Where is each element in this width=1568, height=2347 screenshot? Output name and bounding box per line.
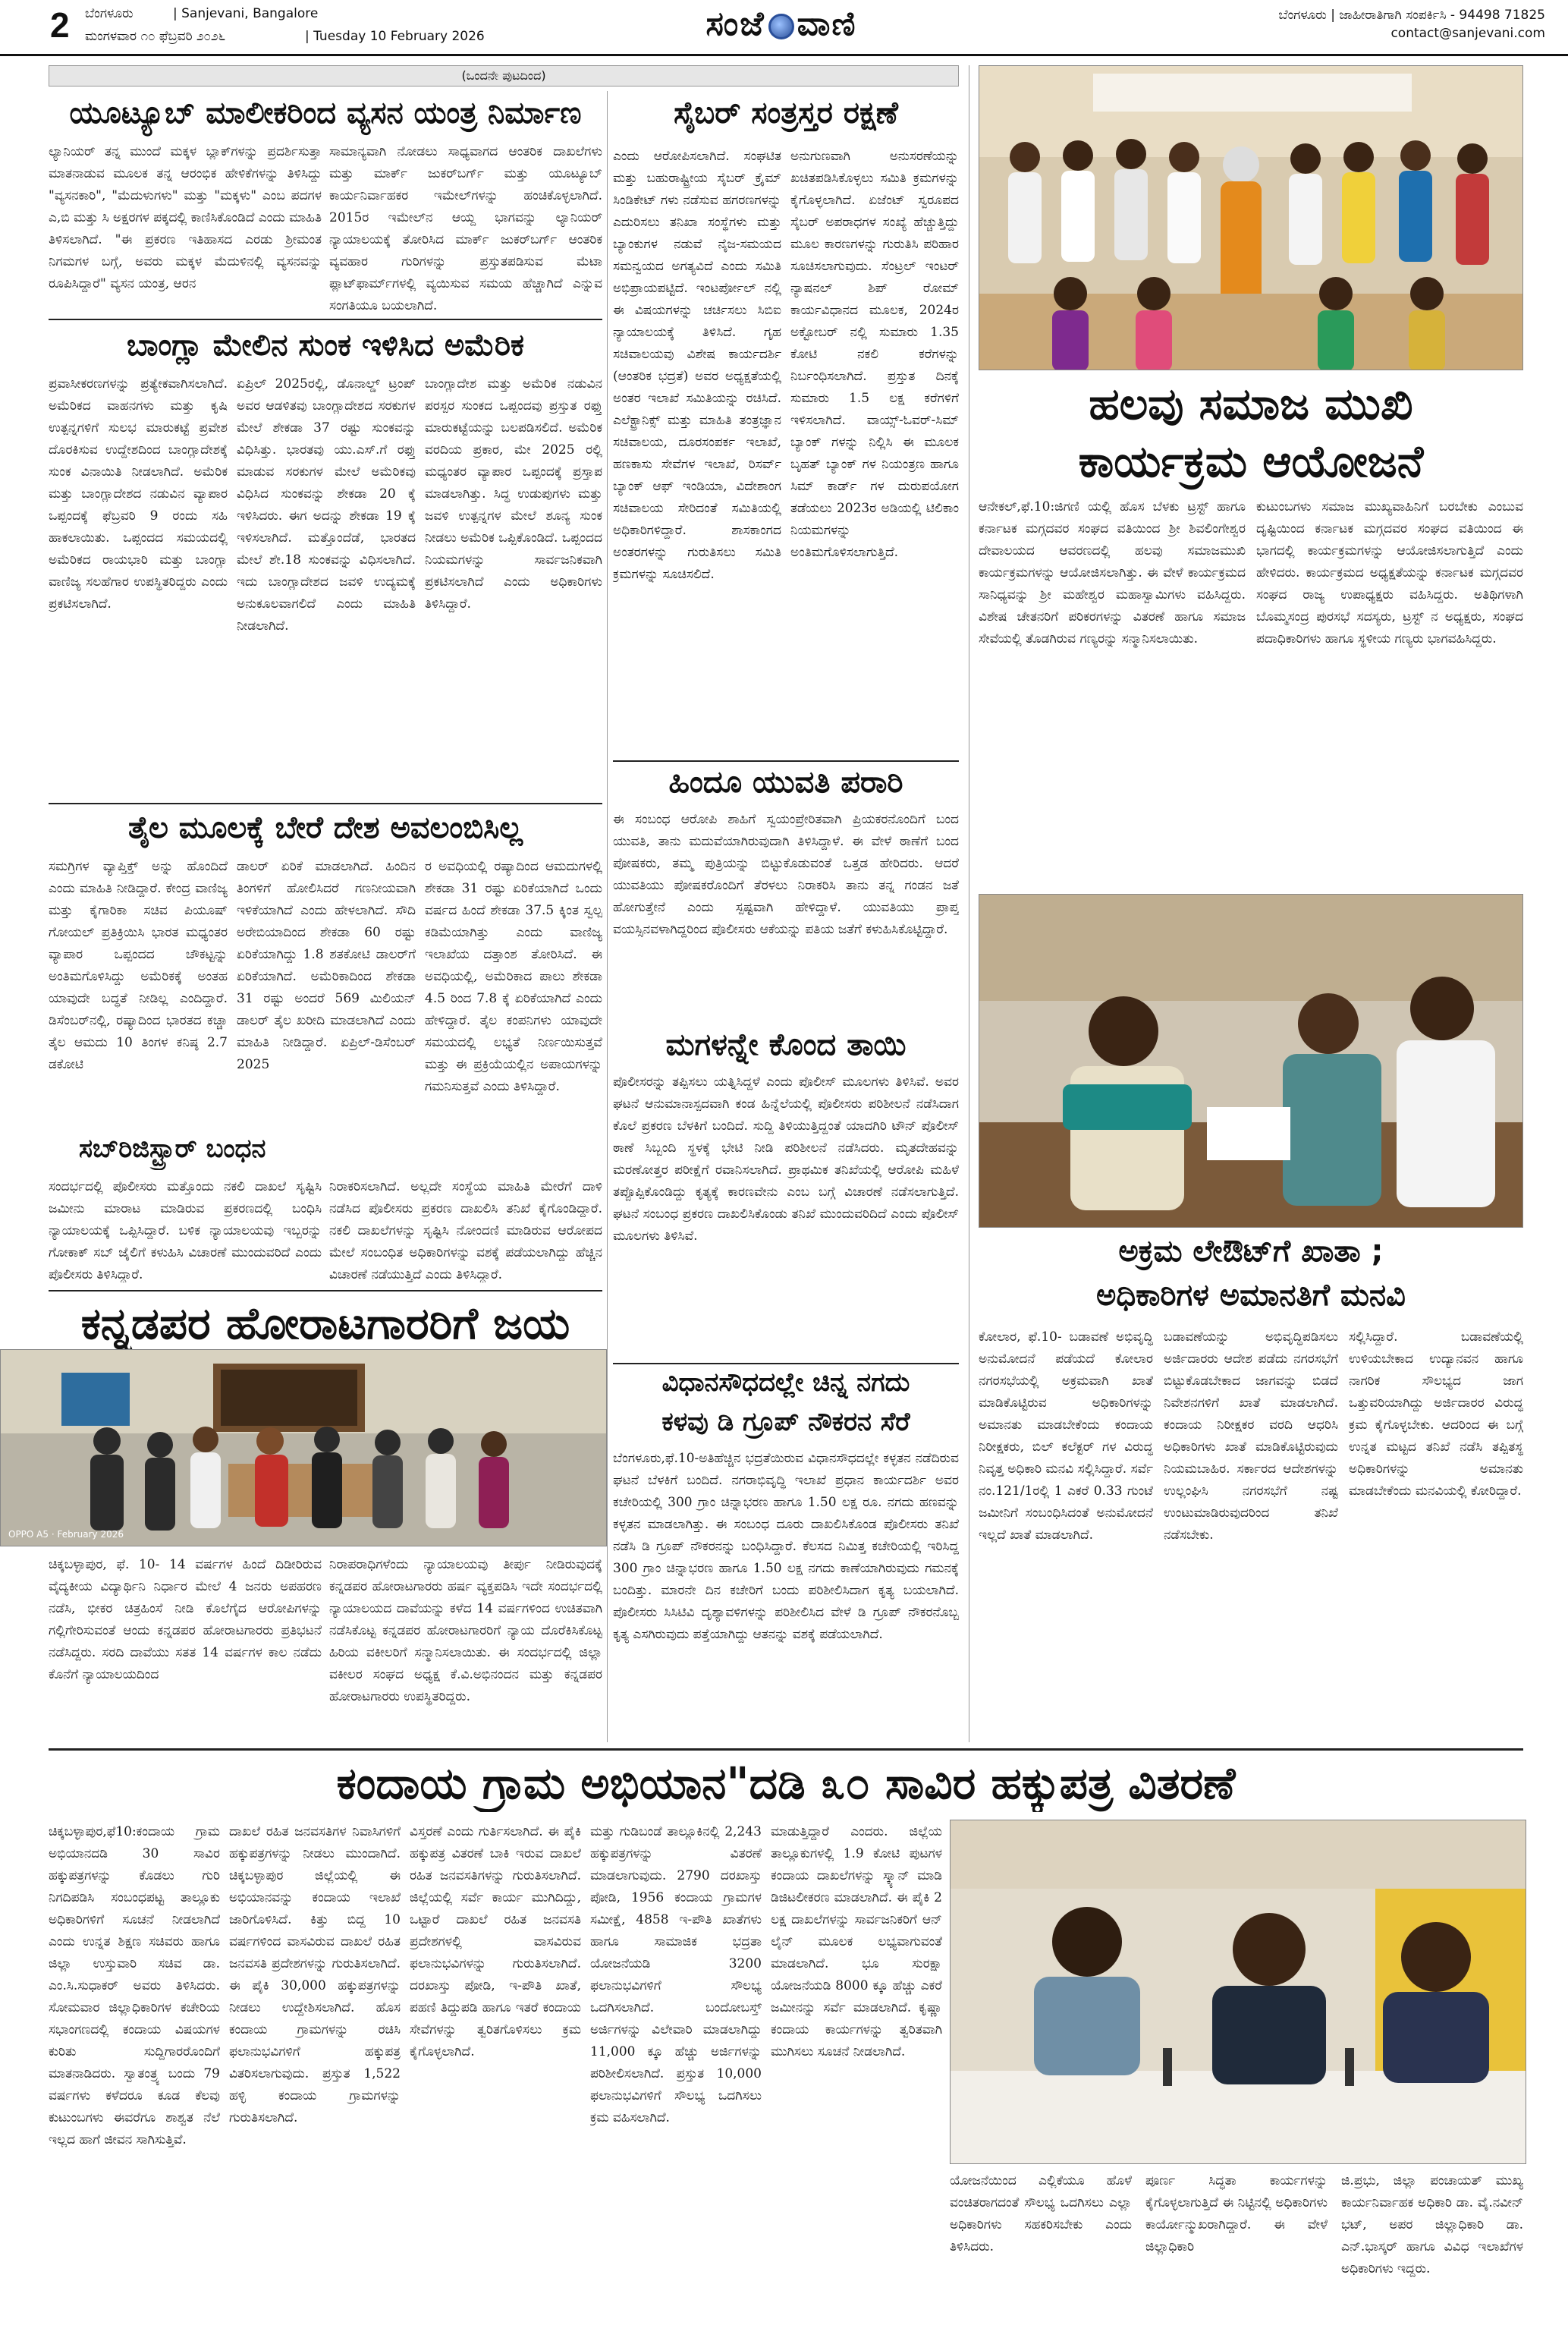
kannada-body-col1: ಚಿಕ್ಕಬಳ್ಳಾಪುರ, ಫೆ. 10- 14 ವರ್ಷಗಳ ಹಿಂದೆ ದಿಡೀರಿರುವ ವೈದ್ಯಕೀಯ ವಿದ್ಯಾರ್ಥಿನಿ ನಿರ್ಧಾರ ಮೇಲೆ 4 ಜನರು ಅಪಹರಣ ನಡೆಸಿ, ಭೀಕರ ಚಿತ್ರಹಿಂಸೆ ನೀಡಿ ಕೊಲೆಗೈದ ಆರೋಪಿಗಳನ್ನು ಗಲ್ಲಿಗೇರಿಸುವಂತೆ ಆಂದು ಕನ್ನಡಪರ ಹೋರಾಟಗಾರರು ಪ್ರತಿಭಟನೆ ನಡೆಸಿದ್ದರು. ಸರದಿ ದಾವೆಯು ಸತತ 14 ವರ್ಷಗಳ ಕಾಲ ನಡೆದು ಕೊನೆಗೆ ನ್ಯಾಯಾಲಯದಿಂದ	[49, 1557, 322, 1682]
mother-headline: ಮಗಳನ್ನೇ ಕೊಂದ ತಾಯಿ	[665, 1027, 907, 1062]
kannada-headline: ಕನ್ನಡಪರ ಹೋರಾಟಗಾರರಿಗೆ ಜಯ	[80, 1298, 570, 1349]
kandaya-headline: ಕಂದಾಯ ಗ್ರಾಮ ಅಭಿಯಾನ"ದಡಿ ೩೦ ಸಾವಿರ ಹಕ್ಕುಪತ್ರ ವಿತರಣೆ	[336, 1757, 1236, 1809]
vidhana-headline-line1: ವಿಧಾನಸೌಧದಲ್ಲೇ ಚಿನ್ನ ನಗದು	[661, 1367, 910, 1398]
divider	[49, 1290, 602, 1291]
globe-icon	[768, 14, 794, 39]
kandaya-caption-col3: ಜಿ.ಪ್ರಭು, ಜಿಲ್ಲಾ ಪಂಚಾಯತ್ ಮುಖ್ಯ ಕಾರ್ಯನಿರ್ವಾಹಕ ಅಧಿಕಾರಿ ಡಾ. ವೈ.ನವೀನ್ ಭಟ್, ಅಪರ ಜಿಲ್ಲಾಧಿಕಾರಿ ಡಾ. ಎನ್.ಭಾಸ್ಕರ್ ಹಾಗೂ ವಿವಿಧ ಇಲಾಖೆಗಳ ಅಧಿಕಾರಿಗಳು ಇದ್ದರು.	[1341, 2173, 1523, 2276]
kandaya-body-col2: ದಾಖಲೆ ರಹಿತ ಜನವಸತಿಗಳ ನಿವಾಸಿಗಳಿಗೆ ಹಕ್ಕುಪತ್ರಗಳನ್ನು ನೀಡಲು ಮುಂದಾಗಿದೆ. ಚಿಕ್ಕಬಳ್ಳಾಪುರ ಜಿಲ್ಲೆಯಲ್ಲಿ ಈ ಅಭಿಯಾನವನ್ನು ಕಂದಾಯ ಇಲಾಖೆ ಜಾರಿಗೊಳಿಸಿದೆ. ಕಿತ್ತು ಬಿದ್ದ 10 ವರ್ಷಗಳಿಂದ ವಾಸವಿರುವ ದಾಖಲೆ ರಹಿತ ಜನವಸತಿ ಪ್ರದೇಶಗಳನ್ನು ಗುರುತಿಸಲಾಗಿದೆ. ಈ ಪೈಕಿ 30,000 ಹಕ್ಕುಪತ್ರಗಳನ್ನು ನೀಡಲು ಉದ್ದೇಶಿಸಲಾಗಿದೆ. ಹೊಸ ಕಂದಾಯ ಗ್ರಾಮಗಳನ್ನು ರಚಿಸಿ ಫಲಾನುಭವಿಗಳಿಗೆ ಹಕ್ಕುಪತ್ರ ವಿತರಿಸಲಾಗುವುದು. ಪ್ರಸ್ತುತ 1,522 ಹಳ್ಳಿ ಕಂದಾಯ ಗ್ರಾಮಗಳನ್ನು ಗುರುತಿಸಲಾಗಿದೆ.	[229, 1824, 401, 2125]
contact-email[interactable]: contact@sanjevani.com	[1390, 26, 1545, 41]
masthead-edition: | Sanjevani, Bangalore	[173, 6, 319, 21]
kandaya-caption-col2: ಪೂರ್ಣ ಸಿದ್ಧತಾ ಕಾರ್ಯಗಳನ್ನು ಕೈಗೊಳ್ಳಲಾಗುತ್ತಿದೆ ಈ ನಿಟ್ಟಿನಲ್ಲಿ ಅಧಿಕಾರಿಗಳು ಕಾರ್ಯೋನ್ಮುಖರಾಗಿದ್ದಾರೆ. ಈ ವೇಳೆ ಜಿಲ್ಲಾಧಿಕಾರಿ	[1145, 2173, 1328, 2254]
bangla-headline: ಬಾಂಗ್ಲಾ ಮೇಲಿನ ಸುಂಕ ಇಳಿಸಿದ ಅಮೆರಿಕ	[127, 328, 524, 363]
subregistrar-body-col2: ನಿರಾಕರಿಸಲಾಗಿದೆ. ಅಲ್ಲದೇ ಸಂಸ್ಥೆಯ ಮಾಹಿತಿ ಮೇರೆಗೆ ದಾಳಿ ನಡೆಸಿದ ಪೊಲೀಸರು ಪ್ರಕರಣ ದಾಖಲಿಸಿ ತನಿಖೆ ಕೈಗೊಂಡಿದ್ದಾರೆ. ನಕಲಿ ದಾಖಲೆಗಳನ್ನು ಸೃಷ್ಟಿಸಿ ನೋಂದಣಿ ಮಾಡಿರುವ ಆರೋಪದ ಮೇಲೆ ಸಂಬಂಧಿತ ಅಧಿಕಾರಿಗಳನ್ನು ವಶಕ್ಕೆ ಪಡೆಯಲಾಗಿದ್ದು ಹೆಚ್ಚಿನ ವಿಚಾರಣೆ ನಡೆಯುತ್ತಿದೆ ಎಂದು ತಿಳಿಸಿದ್ದಾರೆ.	[329, 1179, 602, 1282]
vidhana-body: ಬೆಂಗಳೂರು,ಫೆ.10-ಅತಿಹೆಚ್ಚಿನ ಭದ್ರತೆಯಿರುವ ವಿಧಾನಸೌಧದಲ್ಲೇ ಕಳ್ಳತನ ನಡೆದಿರುವ ಘಟನೆ ಬೆಳಕಿಗೆ ಬಂದಿದೆ. ನಗರಾಭಿವೃದ್ಧಿ ಇಲಾಖೆ ಪ್ರಧಾನ ಕಾರ್ಯದರ್ಶಿ ಅವರ ಕಚೇರಿಯಲ್ಲಿ 300 ಗ್ರಾಂ ಚಿನ್ನಾಭರಣ ಹಾಗೂ 1.50 ಲಕ್ಷ ರೂ. ನಗದು ಹಣವನ್ನು ಕಳ್ಳತನ ಮಾಡಲಾಗಿತ್ತು. ಈ ಸಂಬಂಧ ದೂರು ದಾಖಲಿಸಿಕೊಂಡ ಪೊಲೀಸರು ತನಿಖೆ ನಡೆಸಿ ಡಿ ಗ್ರೂಪ್ ನೌಕರನನ್ನು ಬಂಧಿಸಿದ್ದಾರೆ. ಕೆಲಸದ ನಿಮಿತ್ತ ಕಚೇರಿಯಲ್ಲಿ ಇರಿಸಿದ್ದ 300 ಗ್ರಾಂ ಚಿನ್ನಾಭರಣ ಹಾಗೂ 1.50 ಲಕ್ಷ ನಗದು ಕಾಣೆಯಾಗಿರುವುದು ಗಮನಕ್ಕೆ ಬಂದಿತ್ತು. ಮಾರನೇ ದಿನ ಕಚೇರಿಗೆ ಬಂದು ಪರಿಶೀಲಿಸಿದಾಗ ಕೃತ್ಯ ಬಯಲಾಗಿದೆ. ಪೊಲೀಸರು ಸಿಸಿಟಿವಿ ದೃಶ್ಯಾವಳಿಗಳನ್ನು ಪರಿಶೀಲಿಸಿದ ವೇಳೆ ಡಿ ಗ್ರೂಪ್ ನೌಕರನೊಬ್ಬ ಕೃತ್ಯ ಎಸಗಿರುವುದು ಪತ್ತೆಯಾಗಿದ್ದು ಆತನನ್ನು ವಶಕ್ಕೆ ಪಡೆಯಲಾಗಿದೆ.	[613, 1451, 959, 1642]
kandaya-press-meet-photo	[950, 1820, 1526, 2164]
cyber-body-col1: ಎಂದು ಆರೋಪಿಸಲಾಗಿದೆ. ಸಂಘಟಿತ ಮತ್ತು ಬಹುರಾಷ್ಟ್ರೀಯ ಸೈಬರ್ ಕ್ರೈಮ್ ಸಿಂಡಿಕೇಟ್ ಗಳು ನಡೆಸುವ ಹಗರಣಗಳನ್ನು ಎದುರಿಸಲು ತನಿಖಾ ಸಂಸ್ಥೆಗಳು ಮತ್ತು ಬ್ಯಾಂಕುಗಳ ನಡುವೆ ನೈಜ-ಸಮಯದ ಸಮನ್ವಯದ ಅಗತ್ಯವಿದೆ ಎಂದು ಸಮಿತಿ ಅಭಿಪ್ರಾಯಪಟ್ಟಿದೆ. ಇಂಟರ್ಪೋಲ್ ನಲ್ಲಿ ಈ ವಿಷಯಗಳನ್ನು ಚರ್ಚಿಸಲು ಸಿಬಿಐ ನ್ಯಾಯಾಲಯಕ್ಕೆ ತಿಳಿಸಿದೆ. ಗೃಹ ಸಚಿವಾಲಯವು ವಿಶೇಷ ಕಾರ್ಯದರ್ಶಿ (ಆಂತರಿಕ ಭದ್ರತೆ) ಅವರ ಅಧ್ಯಕ್ಷತೆಯಲ್ಲಿ ಅಂತರ ಇಲಾಖೆ ಸಮಿತಿಯನ್ನು ರಚಿಸಿದೆ. ಎಲೆಕ್ಟ್ರಾನಿಕ್ಸ್ ಮತ್ತು ಮಾಹಿತಿ ತಂತ್ರಜ್ಞಾನ ಸಚಿವಾಲಯ, ದೂರಸಂಪರ್ಕ ಇಲಾಖೆ, ಹಣಕಾಸು ಸೇವೆಗಳ ಇಲಾಖೆ, ರಿಸರ್ವ್ ಬ್ಯಾಂಕ್ ಆಫ್ ಇಂಡಿಯಾ, ವಿದೇಶಾಂಗ ಸಚಿವಾಲಯ ಸೇರಿದಂತೆ ಸಮಿತಿಯಲ್ಲಿ ಅಧಿಕಾರಿಗಳಿದ್ದಾರೆ. ಶಾಸಕಾಂಗದ ಅಂತರಗಳನ್ನು ಗುರುತಿಸಲು ಸಮಿತಿ ಕ್ರಮಗಳನ್ನು ಸೂಚಿಸಲಿದೆ.	[613, 149, 781, 582]
photo-timestamp: OPPO A5 · February 2026	[8, 1529, 124, 1540]
oil-body-col2: ಡಾಲರ್ ಏರಿಕೆ ಮಾಡಲಾಗಿದೆ. ಹಿಂದಿನ ತಿಂಗಳಿಗೆ ಹೋಲಿಸಿದರೆ ಗಣನೀಯವಾಗಿ ಇಳಿಕೆಯಾಗಿದೆ ಎಂದು ಹೇಳಲಾಗಿದೆ. ಸೌದಿ ಅರೇಬಿಯಾದಿಂದ ಶೇಕಡಾ 60 ರಷ್ಟು ಏರಿಕೆಯಾಗಿದ್ದು 1.8 ಶತಕೋಟಿ ಡಾಲರ್‌ಗೆ ಏರಿಕೆಯಾಗಿದೆ. ಅಮೆರಿಕಾದಿಂದ ಶೇಕಡಾ 31 ರಷ್ಟು ಅಂದರೆ 569 ಮಿಲಿಯನ್ ಡಾಲರ್ ತೈಲ ಖರೀದಿ ಮಾಡಲಾಗಿದೆ ಎಂದು ಮಾಹಿತಿ ನೀಡಿದ್ದಾರೆ. ಏಪ್ರಿಲ್-ಡಿಸೆಂಬರ್ 2025	[237, 859, 416, 1072]
youtube-body-col1: ಲ್ಯಾನಿಯರ್ ತನ್ನ ಮುಂದೆ ಮಕ್ಕಳ ಬ್ಲಾಕ್‌ಗಳನ್ನು ಪ್ರದರ್ಶಿಸುತ್ತಾ ಮಾತನಾಡುವ ಮೂಲಕ ತನ್ನ ಆರಂಭಿಕ ಹೇಳಿಕೆಗಳನ್ನು ತಿಳಿಸಿದ್ದು "ವ್ಯಸನಕಾರಿ", "ಮೆದುಳುಗಳು" ಮತ್ತು "ಮಕ್ಕಳು" ಎಂಬ ಪದಗಳ ಎ,ಬಿ ಮತ್ತು ಸಿ ಅಕ್ಷರಗಳ ಪಕ್ಕದಲ್ಲಿ ಕಾಣಿಸಿಕೊಂಡಿದೆ ಎಂದು ಮಾಹಿತಿ ತಿಳಿಸಲಾಗಿದೆ. "ಈ ಪ್ರಕರಣ ಇತಿಹಾಸದ ಎರಡು ಶ್ರೀಮಂತ ನಿಗಮಗಳ ಬಗ್ಗೆ, ಅವರು ಮಕ್ಕಳ ಮೆದುಳಿನಲ್ಲಿ ವ್ಯಸನವನ್ನು ರೂಪಿಸಿದ್ದಾರೆ" ವ್ಯಸನ ಯಂತ್ರ, ಆರನ	[49, 144, 322, 291]
samaja-body-col1: ಆನೇಕಲ್,ಫೆ.10:ಜಿಗಣಿ ಯಲ್ಲಿ ಹೊಸ ಬೆಳಕು ಟ್ರಸ್ಟ್ ಹಾಗೂ ಕರ್ನಾಟಕ ಮಗ್ಗದವರ ಸಂಘದ ವತಿಯಿಂದ ಶ್ರೀ ಶಿವಲಿಂಗೇಶ್ವರ ದೇವಾಲಯದ ಆವರಣದಲ್ಲಿ ಹಲವು ಸಮಾಜಮುಖಿ ಕಾರ್ಯಕ್ರಮಗಳನ್ನು ಆಯೋಜಿಸಲಾಗಿತ್ತು. ಈ ವೇಳೆ ಕಾರ್ಯಕ್ರಮದ ಸಾನಿಧ್ಯವನ್ನು ಶ್ರೀ ಮಹೇಶ್ವರ ಮಹಾಸ್ವಾಮಿಗಳು ವಹಿಸಿದ್ದರು. ವಿಶೇಷ ಚೇತನರಿಗೆ ಪರಿಕರಗಳನ್ನು ವಿತರಣೆ ಹಾಗೂ ಸಮಾಜ ಸೇವೆಯಲ್ಲಿ ತೊಡಗಿರುವ ಗಣ್ಯರನ್ನು ಸನ್ಮಾನಿಸಲಾಯಿತು.	[979, 499, 1246, 647]
hindu-headline: ಹಿಂದೂ ಯುವತಿ ಪರಾರಿ	[668, 765, 903, 800]
samaja-headline-line2: ಕಾರ್ಯಕ್ರಮ ಆಯೋಜನೆ	[1078, 436, 1424, 487]
subregistrar-body-col1: ಸಂದರ್ಭದಲ್ಲಿ ಪೊಲೀಸರು ಮತ್ತೊಂದು ನಕಲಿ ದಾಖಲೆ ಸೃಷ್ಟಿಸಿ ಜಮೀನು ಮಾರಾಟ ಮಾಡಿರುವ ಪ್ರಕರಣದಲ್ಲಿ ಬಂಧಿಸಿ ನ್ಯಾಯಾಲಯಕ್ಕೆ ಒಪ್ಪಿಸಿದ್ದಾರೆ. ಬಳಿಕ ನ್ಯಾಯಾಲಯವು ಇಬ್ಬರನ್ನು ಗೋಕಾಕ್ ಸಬ್ ಜೈಲಿಗೆ ಕಳುಹಿಸಿ ವಿಚಾರಣೆ ಮುಂದುವರಿದೆ ಎಂದು ಪೊಲೀಸರು ತಿಳಿಸಿದ್ದಾರೆ.	[49, 1179, 322, 1282]
youtube-body-col2: ಸಾಮಾನ್ಯವಾಗಿ ನೋಡಲು ಸಾಧ್ಯವಾಗದ ಆಂತರಿಕ ದಾಖಲೆಗಳು ಮತ್ತು ಮಾರ್ಕ್ ಜುಕರ್‌ಬರ್ಗ್ ಮತ್ತು ಯೂಟ್ಯೂಬ್ ಕಾರ್ಯನಿರ್ವಾಹಕರ ಇಮೇಲ್‌ಗಳನ್ನು ಹಂಚಿಕೊಳ್ಳಲಾಗಿದೆ. 2015ರ ಇಮೇಲ್‌ನ ಆಯ್ದ ಭಾಗವನ್ನು ಲ್ಯಾನಿಯರ್ ನ್ಯಾಯಾಲಯಕ್ಕೆ ತೋರಿಸಿದ ಮಾರ್ಕ್ ಜುಕರ್‌ಬರ್ಗ್ ಆಂತರಿಕ ವ್ಯವಹಾರ ಗುರಿಗಳನ್ನು ಪ್ರಸ್ತುತಪಡಿಸುವ ಮೆಟಾ ಪ್ಲಾಟ್‌ಫಾರ್ಮ್‌ಗಳಲ್ಲಿ ವ್ಯಯಿಸುವ ಸಮಯ ಹೆಚ್ಚಾಗಿದೆ ಎನ್ನುವ ಸಂಗತಿಯೂ ಬಯಲಾಗಿದೆ.	[329, 144, 602, 313]
masthead-date-kn: ಮಂಗಳವಾರ ೧೦ ಫೆಬ್ರವರಿ ೨೦೨೬	[85, 29, 226, 44]
samaja-headline-line1: ಹಲವು ಸಮಾಜ ಮುಖಿ	[1089, 378, 1413, 429]
akrama-body-col3: ಸಲ್ಲಿಸಿದ್ದಾರೆ. ಬಡಾವಣೆಯಲ್ಲಿ ಉಳಿಯಬೇಕಾದ ಉದ್ಯಾನವನ ಹಾಗೂ ನಾಗರಿಕ ಸೌಲಭ್ಯದ ಜಾಗ ಒತ್ತುವರಿಯಾಗಿದ್ದು ಅರ್ಜಿದಾರರ ವಿರುದ್ಧ ಕ್ರಮ ಕೈಗೊಳ್ಳಬೇಕು. ಆದರಿಂದ ಈ ಬಗ್ಗೆ ಉನ್ನತ ಮಟ್ಟದ ತನಿಖೆ ನಡೆಸಿ ತಪ್ಪಿತಸ್ಥ ಅಧಿಕಾರಿಗಳನ್ನು ಅಮಾನತು ಮಾಡಬೇಕೆಂದು ಮನವಿಯಲ್ಲಿ ಕೋರಿದ್ದಾರೆ.	[1349, 1329, 1523, 1499]
youtube-headline: ಯೂಟ್ಯೂಬ್ ಮಾಲೀಕರಿಂದ ವ್ಯಸನ ಯಂತ್ರ ನಿರ್ಮಾಣ	[69, 96, 582, 131]
kannada-activists-photo	[0, 1349, 607, 1546]
masthead-date-en: | Tuesday 10 February 2026	[305, 29, 485, 44]
contact-block	[1278, 6, 1545, 42]
oil-body-col3: ರ ಅವಧಿಯಲ್ಲಿ ರಷ್ಯಾದಿಂದ ಆಮದುಗಳಲ್ಲಿ ಶೇಕಡಾ 31 ರಷ್ಟು ಏರಿಕೆಯಾಗಿದೆ ಒಂದು ವರ್ಷದ ಹಿಂದೆ ಶೇಕಡಾ 37.5 ಕ್ಕಿಂತ ಸ್ವಲ್ಪ ಕಡಿಮೆಯಾಗಿತ್ತು ಎಂದು ವಾಣಿಜ್ಯ ಇಲಾಖೆಯ ದತ್ತಾಂಶ ತೋರಿಸಿದೆ. ಈ ಅವಧಿಯಲ್ಲಿ, ಅಮೆರಿಕಾದ ಪಾಲು ಶೇಕಡಾ 4.5 ರಿಂದ 7.8 ಕ್ಕೆ ಏರಿಕೆಯಾಗಿದೆ ಎಂದು ಹೇಳಿದ್ದಾರೆ. ತೈಲ ಕಂಪನಿಗಳು ಯಾವುದೇ ಸಮಯದಲ್ಲಿ ಲಭ್ಯತೆ ನಿರ್ಣಯಿಸುತ್ತವೆ ಮತ್ತು ಈ ಪ್ರಕ್ರಿಯೆಯಲ್ಲಿನ ಅಪಾಯಗಳನ್ನು ಗಮನಿಸುತ್ತವೆ ಎಂದು ತಿಳಿಸಿದ್ದಾರೆ.	[425, 859, 602, 1094]
bangla-body-col2: ಏಪ್ರಿಲ್ 2025ರಲ್ಲಿ, ಡೊನಾಲ್ಡ್ ಟ್ರಂಪ್ ಅವರ ಆಡಳಿತವು ಬಾಂಗ್ಲಾದೇಶದ ಸರಕುಗಳ ಮೇಲೆ ಶೇಕಡಾ 37 ರಷ್ಟು ಸುಂಕವನ್ನು ವಿಧಿಸಿತ್ತು. ಭಾರತವು ಯು.ಎಸ್.ಗೆ ರಫ್ತು ಮಾಡುವ ಸರಕುಗಳ ಮೇಲೆ ಅಮೆರಿಕವು ವಿಧಿಸಿದ ಸುಂಕವನ್ನು ಶೇಕಡಾ 20 ಕ್ಕೆ ಇಳಿಸಿದರು. ಈಗ ಅದನ್ನು ಶೇಕಡಾ 19 ಕ್ಕೆ ಇಳಿಸಲಾಗಿದೆ. ಮತ್ತೊಂದೆಡೆ, ಭಾರತದ ಮೇಲೆ ಶೇ.18 ಸುಂಕವನ್ನು ವಿಧಿಸಲಾಗಿದೆ. ಇದು ಬಾಂಗ್ಲಾದೇಶದ ಜವಳಿ ಉದ್ಯಮಕ್ಕೆ ಅನುಕೂಲವಾಗಲಿದೆ ಎಂದು ಮಾಹಿತಿ ನೀಡಲಾಗಿದೆ.	[237, 376, 416, 634]
logo-right-text: ವಾಣಿ	[797, 5, 857, 43]
logo-left-text: ಸಂಜೆ	[705, 5, 765, 43]
cyber-headline: ಸೈಬರ್ ಸಂತ್ರಸ್ತರ ರಕ್ಷಣೆ	[674, 96, 898, 131]
divider	[613, 1363, 959, 1364]
page-number: 2	[50, 5, 70, 45]
masthead-city: ಬೆಂಗಳೂರು	[85, 6, 134, 21]
newspaper-logo	[668, 5, 895, 49]
official-petition-photo	[979, 894, 1523, 1228]
kannada-body-col2: ನಿರಾಪರಾಧಿಗಳೆಂದು ನ್ಯಾಯಾಲಯವು ತೀರ್ಪು ನೀಡಿರುವುದಕ್ಕೆ ಕನ್ನಡಪರ ಹೋರಾಟಗಾರರು ಹರ್ಷ ವ್ಯಕ್ತಪಡಿಸಿ ಇದೇ ಸಂದರ್ಭದಲ್ಲಿ ನ್ಯಾಯಾಲಯದ ದಾವೆಯನ್ನು ಕಳೆದ 14 ವರ್ಷಗಳಿಂದ ಉಚಿತವಾಗಿ ನಡೆಸಿಕೊಟ್ಟ ಕನ್ನಡಪರ ಹೋರಾಟಗಾರರಿಗೆ ನ್ಯಾಯ ದೊರೆಕಿಸಿಕೊಟ್ಟ ಹಿರಿಯ ವಕೀಲರಿಗೆ ಸನ್ಮಾನಿಸಲಾಯಿತು. ಈ ಸಂದರ್ಭದಲ್ಲಿ ಜಿಲ್ಲಾ ವಕೀಲರ ಸಂಘದ ಅಧ್ಯಕ್ಷ ಕೆ.ವಿ.ಅಭಿನಂದನ ಮತ್ತು ಕನ್ನಡಪರ ಹೋರಾಟಗಾರರು ಉಪಸ್ಥಿತರಿದ್ದರು.	[329, 1557, 602, 1704]
akrama-body-col2: ಬಡಾವಣೆಯನ್ನು ಅಭಿವೃದ್ಧಿಪಡಿಸಲು ಅರ್ಜಿದಾರರು ಆದೇಶ ಪಡೆದು ನಗರಸಭೆಗೆ ಬಿಟ್ಟುಕೊಡಬೇಕಾದ ಜಾಗವನ್ನು ಬಿಡದೆ ನಿವೇಶನಗಳಿಗೆ ಖಾತೆ ಮಾಡಲಾಗಿದೆ. ಕಂದಾಯ ನಿರೀಕ್ಷಕರ ವರದಿ ಆಧರಿಸಿ ಅಧಿಕಾರಿಗಳು ಖಾತೆ ಮಾಡಿಕೊಟ್ಟಿರುವುದು ನಿಯಮಬಾಹಿರ. ಸರ್ಕಾರದ ಆದೇಶಗಳನ್ನು ಉಲ್ಲಂಘಿಸಿ ನಗರಸಭೆಗೆ ನಷ್ಟ ಉಂಟುಮಾಡಿರುವುದರಿಂದ ತನಿಖೆ ನಡೆಸಬೇಕು.	[1164, 1329, 1338, 1543]
subregistrar-headline: ಸಬ್‌ರಿಜಿಸ್ಟ್ರಾರ್ ಬಂಧನ	[79, 1134, 266, 1164]
akrama-body-col1: ಕೋಲಾರ, ಫೆ.10- ಬಡಾವಣೆ ಅಭಿವೃದ್ಧಿ ಅನುಮೋದನೆ ಪಡೆಯದೆ ಕೋಲಾರ ನಗರಸಭೆಯಲ್ಲಿ ಅಕ್ರಮವಾಗಿ ಖಾತೆ ಮಾಡಿಕೊಟ್ಟಿರುವ ಅಧಿಕಾರಿಗಳನ್ನು ಅಮಾನತು ಮಾಡಬೇಕೆಂದು ಕಂದಾಯ ನಿರೀಕ್ಷಕರು, ಬಿಲ್ ಕಲೆಕ್ಟರ್ ಗಳ ವಿರುದ್ಧ ನಿವೃತ್ತ ಅಧಿಕಾರಿ ಮನವಿ ಸಲ್ಲಿಸಿದ್ದಾರೆ. ಸರ್ವೆ ನಂ.121/1ರಲ್ಲಿ 1 ಎಕರೆ 0.33 ಗುಂಟೆ ಜಮೀನಿಗೆ ಸಂಬಂಧಿಸಿದಂತೆ ಅನುಮೋದನೆ ಇಲ್ಲದೆ ಖಾತೆ ಮಾಡಲಾಗಿದೆ.	[979, 1329, 1153, 1543]
divider	[49, 803, 602, 804]
contact-ad-line: ಬೆಂಗಳೂರು | ಜಾಹೀರಾತಿಗಾಗಿ ಸಂಪರ್ಕಿಸಿ - 94498 71825	[1278, 8, 1545, 23]
divider	[613, 760, 959, 762]
column-rule	[607, 91, 608, 1742]
mother-body: ಪೊಲೀಸರನ್ನು ತಪ್ಪಿಸಲು ಯತ್ನಿಸಿದ್ದಳೆ ಎಂದು ಪೊಲೀಸ್ ಮೂಲಗಳು ತಿಳಿಸಿವೆ. ಅವರ ಘಟನೆ ಆನುಮಾನಾಸ್ಪದವಾಗಿ ಕಂಡ ಹಿನ್ನೆಲೆಯಲ್ಲಿ ಪೊಲೀಸರು ಪರಿಶೀಲನೆ ನಡೆಸಿದಾಗ ಕೊಲೆ ಪ್ರಕರಣ ಬೆಳಕಿಗೆ ಬಂದಿದೆ. ಸುದ್ದಿ ತಿಳಿಯುತ್ತಿದ್ದಂತೆ ಯಾದಗಿರಿ ಟೌನ್ ಪೊಲೀಸ್ ಠಾಣೆ ಸಿಬ್ಬಂದಿ ಸ್ಥಳಕ್ಕೆ ಭೇಟಿ ನೀಡಿ ಪರಿಶೀಲನೆ ನಡೆಸಿದರು. ಮೃತದೇಹವನ್ನು ಮರಣೋತ್ತರ ಪರೀಕ್ಷೆಗೆ ರವಾನಿಸಲಾಗಿದೆ. ಪ್ರಾಥಮಿಕ ತನಿಖೆಯಲ್ಲಿ ಆರೋಪಿ ಮಹಿಳೆ ತಪ್ಪೊಪ್ಪಿಕೊಂಡಿದ್ದು ಕೃತ್ಯಕ್ಕೆ ಕಾರಣವೇನು ಎಂಬ ಬಗ್ಗೆ ವಿಚಾರಣೆ ನಡೆಸಲಾಗುತ್ತಿದೆ. ಘಟನೆ ಸಂಬಂಧ ಪ್ರಕರಣ ದಾಖಲಿಸಿಕೊಂಡು ತನಿಖೆ ಮುಂದುವರಿದಿದೆ ಎಂದು ಪೊಲೀಸ್ ಮೂಲಗಳು ತಿಳಿಸಿವೆ.	[613, 1074, 959, 1244]
continued-banner: (ಒಂದನೇ ಪುಟದಿಂದ)	[49, 65, 959, 87]
kandaya-caption-col1: ಯೋಜನೆಯಿಂದ ಎಲ್ಲಿಕೆಯೂ ಹೊಳೆ ವಂಚಿತರಾಗದಂತೆ ಸೌಲಭ್ಯ ಒದಗಿಸಲು ಎಲ್ಲಾ ಅಧಿಕಾರಿಗಳು ಸಹಕರಿಸಬೇಕು ಎಂದು ತಿಳಿಸಿದರು.	[950, 2173, 1132, 2254]
divider	[49, 319, 602, 320]
kandaya-body-col4: ಮತ್ತು ಗುಡಿಬಂಡೆ ತಾಲ್ಲೂಕಿನಲ್ಲಿ 2,243 ಹಕ್ಕುಪತ್ರಗಳನ್ನು ವಿತರಣೆ ಮಾಡಲಾಗುವುದು. 2790 ದರಖಾಸ್ತು ಪೋಡಿ, 1956 ಕಂದಾಯ ಗ್ರಾಮಗಳ ಸಮೀಕ್ಷೆ, 4858 ಇ-ಪೌತಿ ಖಾತೆಗಳು ಹಾಗೂ ಸಾಮಾಜಿಕ ಭದ್ರತಾ ಯೋಜನೆಯಡಿ 3200 ಫಲಾನುಭವಿಗಳಿಗೆ ಸೌಲಭ್ಯ ಒದಗಿಸಲಾಗಿದೆ. ಬಂದೋಬಸ್ತ್ ಅರ್ಜಿಗಳನ್ನು ವಿಲೇವಾರಿ ಮಾಡಲಾಗಿದ್ದು 11,000 ಕ್ಕೂ ಹೆಚ್ಚು ಅರ್ಜಿಗಳನ್ನು ಪರಿಶೀಲಿಸಲಾಗಿದೆ. ಪ್ರಸ್ತುತ 10,000 ಫಲಾನುಭವಿಗಳಿಗೆ ಸೌಲಭ್ಯ ಒದಗಿಸಲು ಕ್ರಮ ವಹಿಸಲಾಗಿದೆ.	[590, 1824, 762, 2125]
oil-body-col1: ಸಮಗ್ರಿಗಳ ವ್ಯಾಪ್ತಿಕ್ತ್ ಅನ್ನು ಹೊಂದಿದೆ ಎಂದು ಮಾಹಿತಿ ನೀಡಿದ್ದಾರೆ. ಕೇಂದ್ರ ವಾಣಿಜ್ಯ ಮತ್ತು ಕೈಗಾರಿಕಾ ಸಚಿವ ಪಿಯೂಷ್ ಗೋಯಲ್ ಪ್ರತಿಕ್ರಿಯಿಸಿ ಭಾರತ ಮಧ್ಯಂತರ ವ್ಯಾಪಾರ ಒಪ್ಪಂದದ ಚೌಕಟ್ಟನ್ನು ಅಂತಿಮಗೊಳಿಸಿದ್ದು ಅಮೆರಿಕಕ್ಕೆ ಅಂತಹ ಯಾವುದೇ ಬದ್ಧತೆ ನೀಡಿಲ್ಲ ಎಂದಿದ್ದಾರೆ. ಡಿಸೆಂಬರ್‌ನಲ್ಲಿ, ರಷ್ಯಾದಿಂದ ಭಾರತದ ಕಚ್ಚಾ ತೈಲ ಆಮದು 10 ತಿಂಗಳ ಕನಿಷ್ಠ 2.7 ಡಕೋಟಿ	[49, 859, 228, 1072]
kandaya-body-col1: ಚಿಕ್ಕಬಳ್ಳಾಪುರ,ಫೆ10:ಕಂದಾಯ ಗ್ರಾಮ ಅಭಿಯಾನದಡಿ 30 ಸಾವಿರ ಹಕ್ಕುಪತ್ರಗಳನ್ನು ಕೊಡಲು ಗುರಿ ನಿಗದಿಪಡಿಸಿ ಸಂಬಂಧಪಟ್ಟ ತಾಲ್ಲೂಕು ಅಧಿಕಾರಿಗಳಿಗೆ ಸೂಚನೆ ನೀಡಲಾಗಿದೆ ಎಂದು ಉನ್ನತ ಶಿಕ್ಷಣ ಸಚಿವರು ಹಾಗೂ ಜಿಲ್ಲಾ ಉಸ್ತುವಾರಿ ಸಚಿವ ಡಾ. ಎಂ.ಸಿ.ಸುಧಾಕರ್ ಅವರು ತಿಳಿಸಿದರು. ಸೋಮವಾರ ಜಿಲ್ಲಾಧಿಕಾರಿಗಳ ಕಚೇರಿಯ ಸಭಾಂಗಣದಲ್ಲಿ ಕಂದಾಯ ವಿಷಯಗಳ ಕುರಿತು ಸುದ್ದಿಗಾರರೊಂದಿಗೆ ಮಾತನಾಡಿದರು. ಸ್ವಾತಂತ್ರ್ಯ ಬಂದು 79 ವರ್ಷಗಳು ಕಳೆದರೂ ಕೂಡ ಕೆಲವು ಕುಟುಂಬಗಳು ಈವರೆಗೂ ಶಾಶ್ವತ ನೆಲೆ ಇಲ್ಲದ ಹಾಗೆ ಜೀವನ ಸಾಗಿಸುತ್ತಿವೆ.	[49, 1824, 220, 2147]
bangla-body-col3: ಬಾಂಗ್ಲಾದೇಶ ಮತ್ತು ಅಮೆರಿಕ ನಡುವಿನ ಪರಸ್ಪರ ಸುಂಕದ ಒಪ್ಪಂದವು ಪ್ರಸ್ತುತ ರಫ್ತು ಮಾರುಕಟ್ಟೆಯನ್ನು ಬಲಪಡಿಸಲಿದೆ. ಅಮೆರಿಕ ವರದಿಯ ಪ್ರಕಾರ, ಮೇ 2025 ರಲ್ಲಿ ಮಧ್ಯಂತರ ವ್ಯಾಪಾರ ಒಪ್ಪಂದಕ್ಕೆ ಪ್ರಸ್ತಾಪ ಮಾಡಲಾಗಿತ್ತು. ಸಿದ್ಧ ಉಡುಪುಗಳು ಮತ್ತು ಜವಳಿ ಉತ್ಪನ್ನಗಳ ಮೇಲೆ ಶೂನ್ಯ ಸುಂಕ ನೀಡಲು ಅಮೆರಿಕ ಒಪ್ಪಿಕೊಂಡಿದೆ. ಒಪ್ಪಂದದ ನಿಯಮಗಳನ್ನು ಸಾರ್ವಜನಿಕವಾಗಿ ಪ್ರಕಟಿಸಲಾಗಿದೆ ಎಂದು ಅಧಿಕಾರಿಗಳು ತಿಳಿಸಿದ್ದಾರೆ.	[425, 376, 602, 612]
kandaya-body-col3: ವಿಸ್ತರಣೆ ಎಂದು ಗುರ್ತಿಸಲಾಗಿದೆ. ಈ ಪೈಕಿ ಹಕ್ಕುಪತ್ರ ವಿತರಣೆ ಬಾಕಿ ಇರುವ ದಾಖಲೆ ರಹಿತ ಜನವಸತಿಗಳನ್ನು ಗುರುತಿಸಲಾಗಿದೆ. ಜಿಲ್ಲೆಯಲ್ಲಿ ಸರ್ವೆ ಕಾರ್ಯ ಮುಗಿದಿದ್ದು, ಒಟ್ಟಾರೆ ದಾಖಲೆ ರಹಿತ ಜನವಸತಿ ಪ್ರದೇಶಗಳಲ್ಲಿ ವಾಸವಿರುವ ಫಲಾನುಭವಿಗಳನ್ನು ಗುರುತಿಸಲಾಗಿದೆ. ದರಖಾಸ್ತು ಪೋಡಿ, ಇ-ಪೌತಿ ಖಾತೆ, ಪಹಣಿ ತಿದ್ದುಪಡಿ ಹಾಗೂ ಇತರೆ ಕಂದಾಯ ಸೇವೆಗಳನ್ನು ತ್ವರಿತಗೊಳಿಸಲು ಕ್ರಮ ಕೈಗೊಳ್ಳಲಾಗಿದೆ.	[410, 1824, 581, 2059]
community-event-photo	[979, 65, 1523, 370]
oil-headline: ತೈಲ ಮೂಲಕ್ಕೆ ಬೇರೆ ದೇಶ ಅವಲಂಬಿಸಿಲ್ಲ	[127, 810, 523, 845]
cyber-body-col2: ಅನುಗುಣವಾಗಿ ಅನುಸರಣೆಯನ್ನು ಖಚಿತಪಡಿಸಿಕೊಳ್ಳಲು ಸಮಿತಿ ಕ್ರಮಗಳನ್ನು ಕೈಗೊಳ್ಳಲಾಗಿದೆ. ಏಜೆಂಟ್ ಸ್ವರೂಪದ ಸೈಬರ್ ಅಪರಾಧಗಳ ಸಂಖ್ಯೆ ಹೆಚ್ಚುತ್ತಿದ್ದು ಮೂಲ ಕಾರಣಗಳನ್ನು ಗುರುತಿಸಿ ಪರಿಹಾರ ಸೂಚಿಸಲಾಗುವುದು. ಸೆಂಟ್ರಲ್ ಇಂಟರ್ ನ್ಯಾಷನಲ್ ಶಿಪ್ ರೋಮ್ ಕಾರ್ಯವಿಧಾನದ ಮೂಲಕ, 2024ರ ಅಕ್ಟೋಬರ್ ನಲ್ಲಿ ಸುಮಾರು 1.35 ಕೋಟಿ ನಕಲಿ ಕರೆಗಳನ್ನು ನಿರ್ಬಂಧಿಸಲಾಗಿದೆ. ಪ್ರಸ್ತುತ ದಿನಕ್ಕೆ ಸುಮಾರು 1.5 ಲಕ್ಷ ಕರೆಗಳಿಗೆ ಇಳಿಸಲಾಗಿದೆ. ವಾಯ್ಸ್-ಓವರ್-ಸಿಮ್ ಬ್ಯಾಂಕ್ ಗಳನ್ನು ನಿಲ್ಲಿಸಿ ಈ ಮೂಲಕ ಬೃಹತ್ ಬ್ಯಾಂಕ್ ಗಳ ನಿಯಂತ್ರಣ ಹಾಗೂ ಸಿಮ್ ಕಾರ್ಡ್ ಗಳ ದುರುಪಯೋಗ ತಡೆಯಲು 2023ರ ಅಡಿಯಲ್ಲಿ ಟಿಲಿಕಾಂ ನಿಯಮಗಳನ್ನು ಅಂತಿಮಗೊಳಿಸಲಾಗುತ್ತಿದೆ.	[790, 149, 959, 560]
akrama-headline-line1: ಅಕ್ರಮ ಲೇಔಟ್‌ಗೆ ಖಾತಾ ;	[1118, 1234, 1384, 1269]
samaja-body-col2: ಕುಟುಂಬಗಳು ಸಮಾಜ ಮುಖ್ಯವಾಹಿನಿಗೆ ಬರಬೇಕು ಎಂಬುವ ದೃಷ್ಟಿಯಿಂದ ಕರ್ನಾಟಕ ಮಗ್ಗದವರ ಸಂಘದ ವತಿಯಿಂದ ಈ ಭಾಗದಲ್ಲಿ ಕಾರ್ಯಕ್ರಮಗಳನ್ನು ಆಯೋಜಿಸಲಾಗುತ್ತಿದೆ ಎಂದು ಹೇಳಿದರು. ಕಾರ್ಯಕ್ರಮದ ಅಧ್ಯಕ್ಷತೆಯನ್ನು ಕರ್ನಾಟಕ ಮಗ್ಗದವರ ಸಂಘದ ರಾಜ್ಯ ಉಪಾಧ್ಯಕ್ಷರು ವಹಿಸಿದ್ದರು. ಅತಿಥಿಗಳಾಗಿ ಬೊಮ್ಮಸಂದ್ರ ಪುರಸಭೆ ಸದಸ್ಯರು, ಟ್ರಸ್ಟ್ ನ ಅಧ್ಯಕ್ಷರು, ಸಂಘದ ಪದಾಧಿಕಾರಿಗಳು ಹಾಗೂ ಸ್ಥಳೀಯ ಗಣ್ಯರು ಭಾಗವಹಿಸಿದ್ದರು.	[1256, 499, 1523, 647]
divider	[49, 1748, 1523, 1751]
kandaya-body-col5: ಮಾಡುತ್ತಿದ್ದಾರೆ ಎಂದರು. ಜಿಲ್ಲೆಯ ತಾಲ್ಲೂಕುಗಳಲ್ಲಿ 1.9 ಕೋಟಿ ಪುಟಗಳ ಕಂದಾಯ ದಾಖಲೆಗಳನ್ನು ಸ್ಕ್ಯಾನ್ ಮಾಡಿ ಡಿಜಿಟಲೀಕರಣ ಮಾಡಲಾಗಿದೆ. ಈ ಪೈಕಿ 2 ಲಕ್ಷ ದಾಖಲೆಗಳನ್ನು ಸಾರ್ವಜನಿಕರಿಗೆ ಆನ್ ಲೈನ್ ಮೂಲಕ ಲಭ್ಯವಾಗುವಂತೆ ಮಾಡಲಾಗಿದೆ. ಭೂ ಸುರಕ್ಷಾ ಯೋಜನೆಯಡಿ 8000 ಕ್ಕೂ ಹೆಚ್ಚು ಎಕರೆ ಜಮೀನನ್ನು ಸರ್ವೆ ಮಾಡಲಾಗಿದೆ. ಕೃಷ್ಣಾ ಕಂದಾಯ ಕಾರ್ಯಗಳನ್ನು ತ್ವರಿತವಾಗಿ ಮುಗಿಸಲು ಸೂಚನೆ ನೀಡಲಾಗಿದೆ.	[771, 1824, 942, 2059]
hindu-body: ಈ ಸಂಬಂಧ ಆರೋಪಿ ಶಾಹಿಗೆ ಸ್ವಯಂಪ್ರೇರಿತವಾಗಿ ಪ್ರಿಯಕರನೊಂದಿಗೆ ಬಂದ ಯುವತಿ, ತಾನು ಮದುವೆಯಾಗಿರುವುದಾಗಿ ತಿಳಿಸಿದ್ದಾಳೆ. ಈ ವೇಳೆ ಠಾಣೆಗೆ ಬಂದ ಪೋಷಕರು, ತಮ್ಮ ಪುತ್ರಿಯನ್ನು ಬಿಟ್ಟುಕೊಡುವಂತೆ ಒತ್ತಡ ಹೇರಿದರು. ಆದರೆ ಯುವತಿಯು ಪೋಷಕರೊಂದಿಗೆ ತೆರಳಲು ನಿರಾಕರಿಸಿ ತಾನು ತನ್ನ ಗಂಡನ ಜತೆ ಹೋಗುತ್ತೇನೆ ಎಂದು ಸ್ಪಷ್ಟವಾಗಿ ಹೇಳಿದ್ದಾಳೆ. ಯುವತಿಯು ಪ್ರಾಪ್ತ ವಯಸ್ಸಿನವಳಾಗಿದ್ದರಿಂದ ಪೊಲೀಸರು ಆಕೆಯನ್ನು ಪತಿಯ ಜತೆಗೆ ಕಳುಹಿಸಿಕೊಟ್ಟಿದ್ದಾರೆ.	[613, 812, 959, 937]
bangla-body-col1: ಪ್ರವಾಸೀಕರಣಗಳನ್ನು ಪ್ರತ್ಯೇಕವಾಗಿಸಲಾಗಿದೆ. ಅಮೆರಿಕದ ವಾಹನಗಳು ಮತ್ತು ಕೃಷಿ ಉತ್ಪನ್ನಗಳಿಗೆ ಸುಲಭ ಮಾರುಕಟ್ಟೆ ಪ್ರವೇಶ ದೊರಕಿಸುವ ಉದ್ದೇಶದಿಂದ ಬಾಂಗ್ಲಾದೇಶಕ್ಕೆ ಸುಂಕ ವಿನಾಯಿತಿ ನೀಡಲಾಗಿದೆ. ಅಮೆರಿಕ ಮತ್ತು ಬಾಂಗ್ಲಾದೇಶದ ನಡುವಿನ ವ್ಯಾಪಾರ ಒಪ್ಪಂದಕ್ಕೆ ಫೆಬ್ರವರಿ 9 ರಂದು ಸಹಿ ಹಾಕಲಾಯಿತು. ಒಪ್ಪಂದದ ಸಮಯದಲ್ಲಿ ಅಮೆರಿಕದ ರಾಯಭಾರಿ ಮತ್ತು ಬಾಂಗ್ಲಾ ವಾಣಿಜ್ಯ ಸಲಹೆಗಾರ ಉಪಸ್ಥಿತರಿದ್ದರು ಎಂದು ಪ್ರಕಟಿಸಲಾಗಿದೆ.	[49, 376, 228, 612]
vidhana-headline-line2: ಕಳವು ಡಿ ಗ್ರೂಪ್ ನೌಕರನ ಸೆರೆ	[661, 1407, 910, 1437]
akrama-headline-line2: ಅಧಿಕಾರಿಗಳ ಅಮಾನತಿಗೆ ಮನವಿ	[1096, 1278, 1406, 1313]
